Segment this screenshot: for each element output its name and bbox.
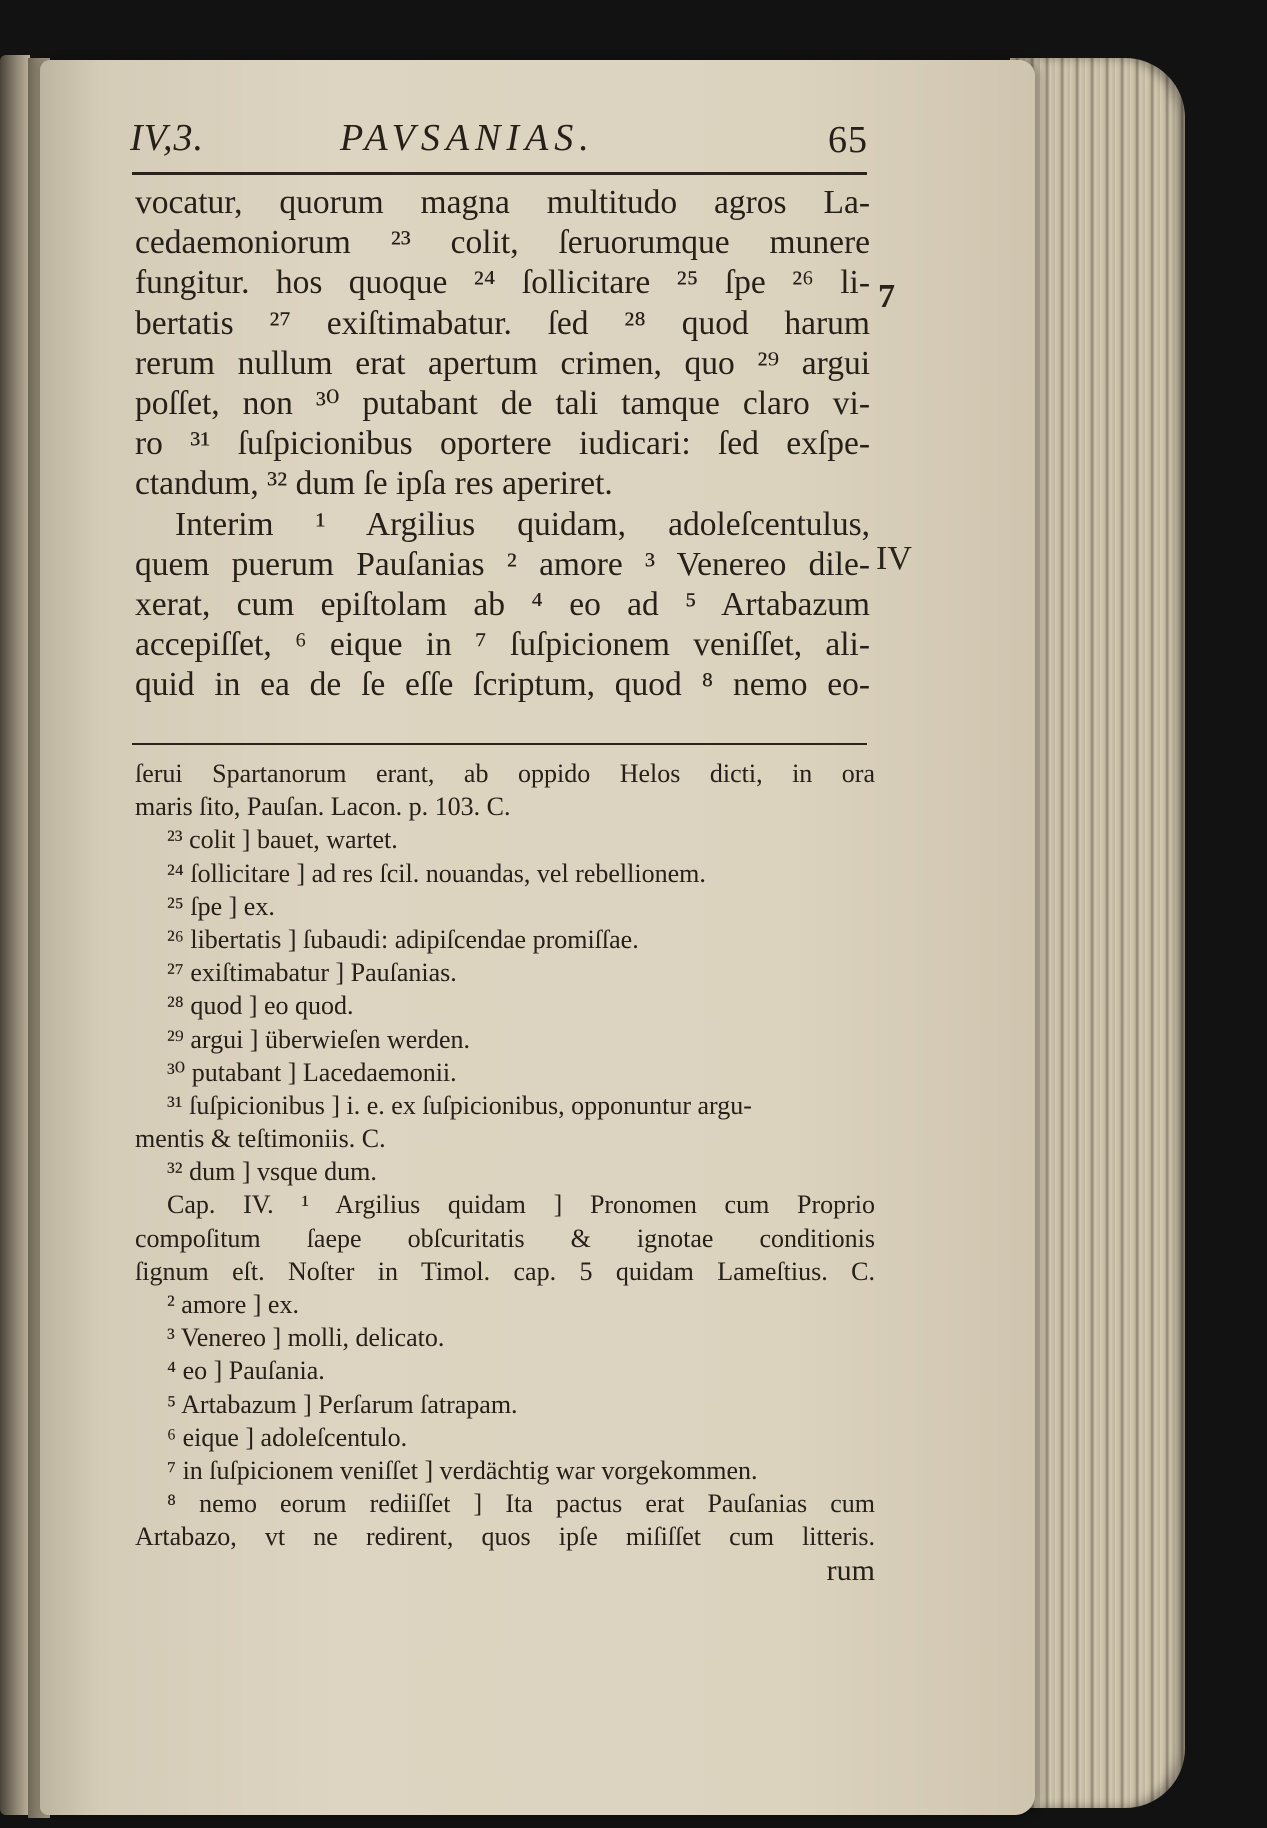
footnote-line: ³⁰ putabant ] Lacedaemonii. [167,1057,457,1087]
text-line: bertatis ²⁷ exiſtimabatur. ſed ²⁸ quod harum [135,304,870,342]
margin-number: 7 [878,278,895,315]
footnote-line: ³¹ ſuſpicionibus ] i. e. ex ſuſpicionibus, opponuntur argu- [167,1090,752,1120]
footnote-line: ³² dum ] vsque dum. [167,1157,377,1187]
footnote-line: ² amore ] ex. [167,1290,299,1319]
text-line: poſſet, non ³⁰ putabant de tali tamque claro vi- [135,384,870,422]
text-line: cedaemoniorum ²³ colit, ſeruorumque munere [135,224,870,262]
text-line: ctandum, ³² dum ſe ipſa res aperiret. [135,465,613,503]
footnote-line: ſerui Spartanorum erant, ab oppido Helos dicti, in ora [135,759,875,788]
text-line: fungitur. hos quoque ²⁴ ſollicitare ²⁵ ſpe ²⁶ li- [135,264,870,302]
footnote-line: ³ Venereo ] molli, delicato. [167,1323,445,1353]
main-text-block [135,183,870,705]
facing-page-edge [0,55,30,1815]
footnote-line: ⁸ nemo eorum rediiſſet ] Ita pactus erat Pauſanias cum [167,1489,875,1519]
page-block-edges [1010,58,1185,1808]
page-number: 65 [828,119,868,161]
footnote-line: mentis & teſtimoniis. C. [135,1124,386,1154]
footnote-line: ⁷ in ſuſpicionem veniſſet ] verdächtig war vorgekommen. [167,1455,758,1485]
footnote-line: ²⁴ ſollicitare ] ad res ſcil. nouandas, vel rebellionem. [167,858,706,888]
header-rule [132,172,867,175]
text-line: accepiſſet, ⁶ eique in ⁷ ſuſpicionem veniſſet, ali- [135,626,870,664]
text-line: ro ³¹ ſuſpicionibus oportere iudicari: ſed exſpe- [135,425,870,463]
footnote-line: ⁴ eo ] Pauſania. [167,1356,325,1386]
text-line: vocatur, quorum magna multitudo agros La- [135,184,870,221]
text-line: Interim ¹ Argilius quidam, adoleſcentulus, [175,505,870,543]
running-head [130,116,870,161]
footnote-line: ²³ colit ] bauet, wartet. [167,825,398,855]
text-line: xerat, cum epiſtolam ab ⁴ eo ad ⁵ Artabazum [135,585,870,623]
margin-chapter: IV [876,540,912,577]
footnote-line: ²⁸ quod ] eo quod. [167,991,354,1021]
footnote-line: ⁵ Artabazum ] Perſarum ſatrapam. [167,1389,518,1419]
text-line: quem puerum Pauſanias ² amore ³ Venereo dile- [135,545,870,583]
footnotes-block [135,757,875,1587]
running-title: PAVSANIAS. [340,117,595,159]
footnote-line: Cap. IV. ¹ Argilius quidam ] Pronomen cum Proprio [167,1190,875,1220]
text-line: quid in ea de ſe eſſe ſcriptum, quod ⁸ nemo eo- [135,666,870,704]
footnote-line: compoſitum ſaepe obſcuritatis & ignotae conditionis [135,1223,875,1253]
footnote-line: ²⁹ argui ] überwieſen werden. [167,1024,470,1054]
footnote-rule [132,743,867,745]
footnote-line: ²⁷ exiſtimabatur ] Pauſanias. [167,958,457,988]
footnote-line: maris ſito, Pauſan. Lacon. p. 103. C. [135,792,511,822]
footnote-line: ⁶ eique ] adoleſcentulo. [167,1422,408,1452]
footnote-line: ſignum eſt. Noſter in Timol. cap. 5 quidam Lameſtius. C. [135,1256,875,1286]
text-line: rerum nullum erat apertum crimen, quo ²⁹ argui [135,344,870,382]
footnote-line: Artabazo, vt ne redirent, quos ipſe miſiſſet cum litteris. [135,1522,875,1552]
section-number: IV,3. [130,117,204,159]
catchword: rum [826,1553,875,1587]
footnote-line: ²⁶ libertatis ] ſubaudi: adipiſcendae promiſſae. [167,924,639,954]
footnote-line: ²⁵ ſpe ] ex. [167,891,275,921]
